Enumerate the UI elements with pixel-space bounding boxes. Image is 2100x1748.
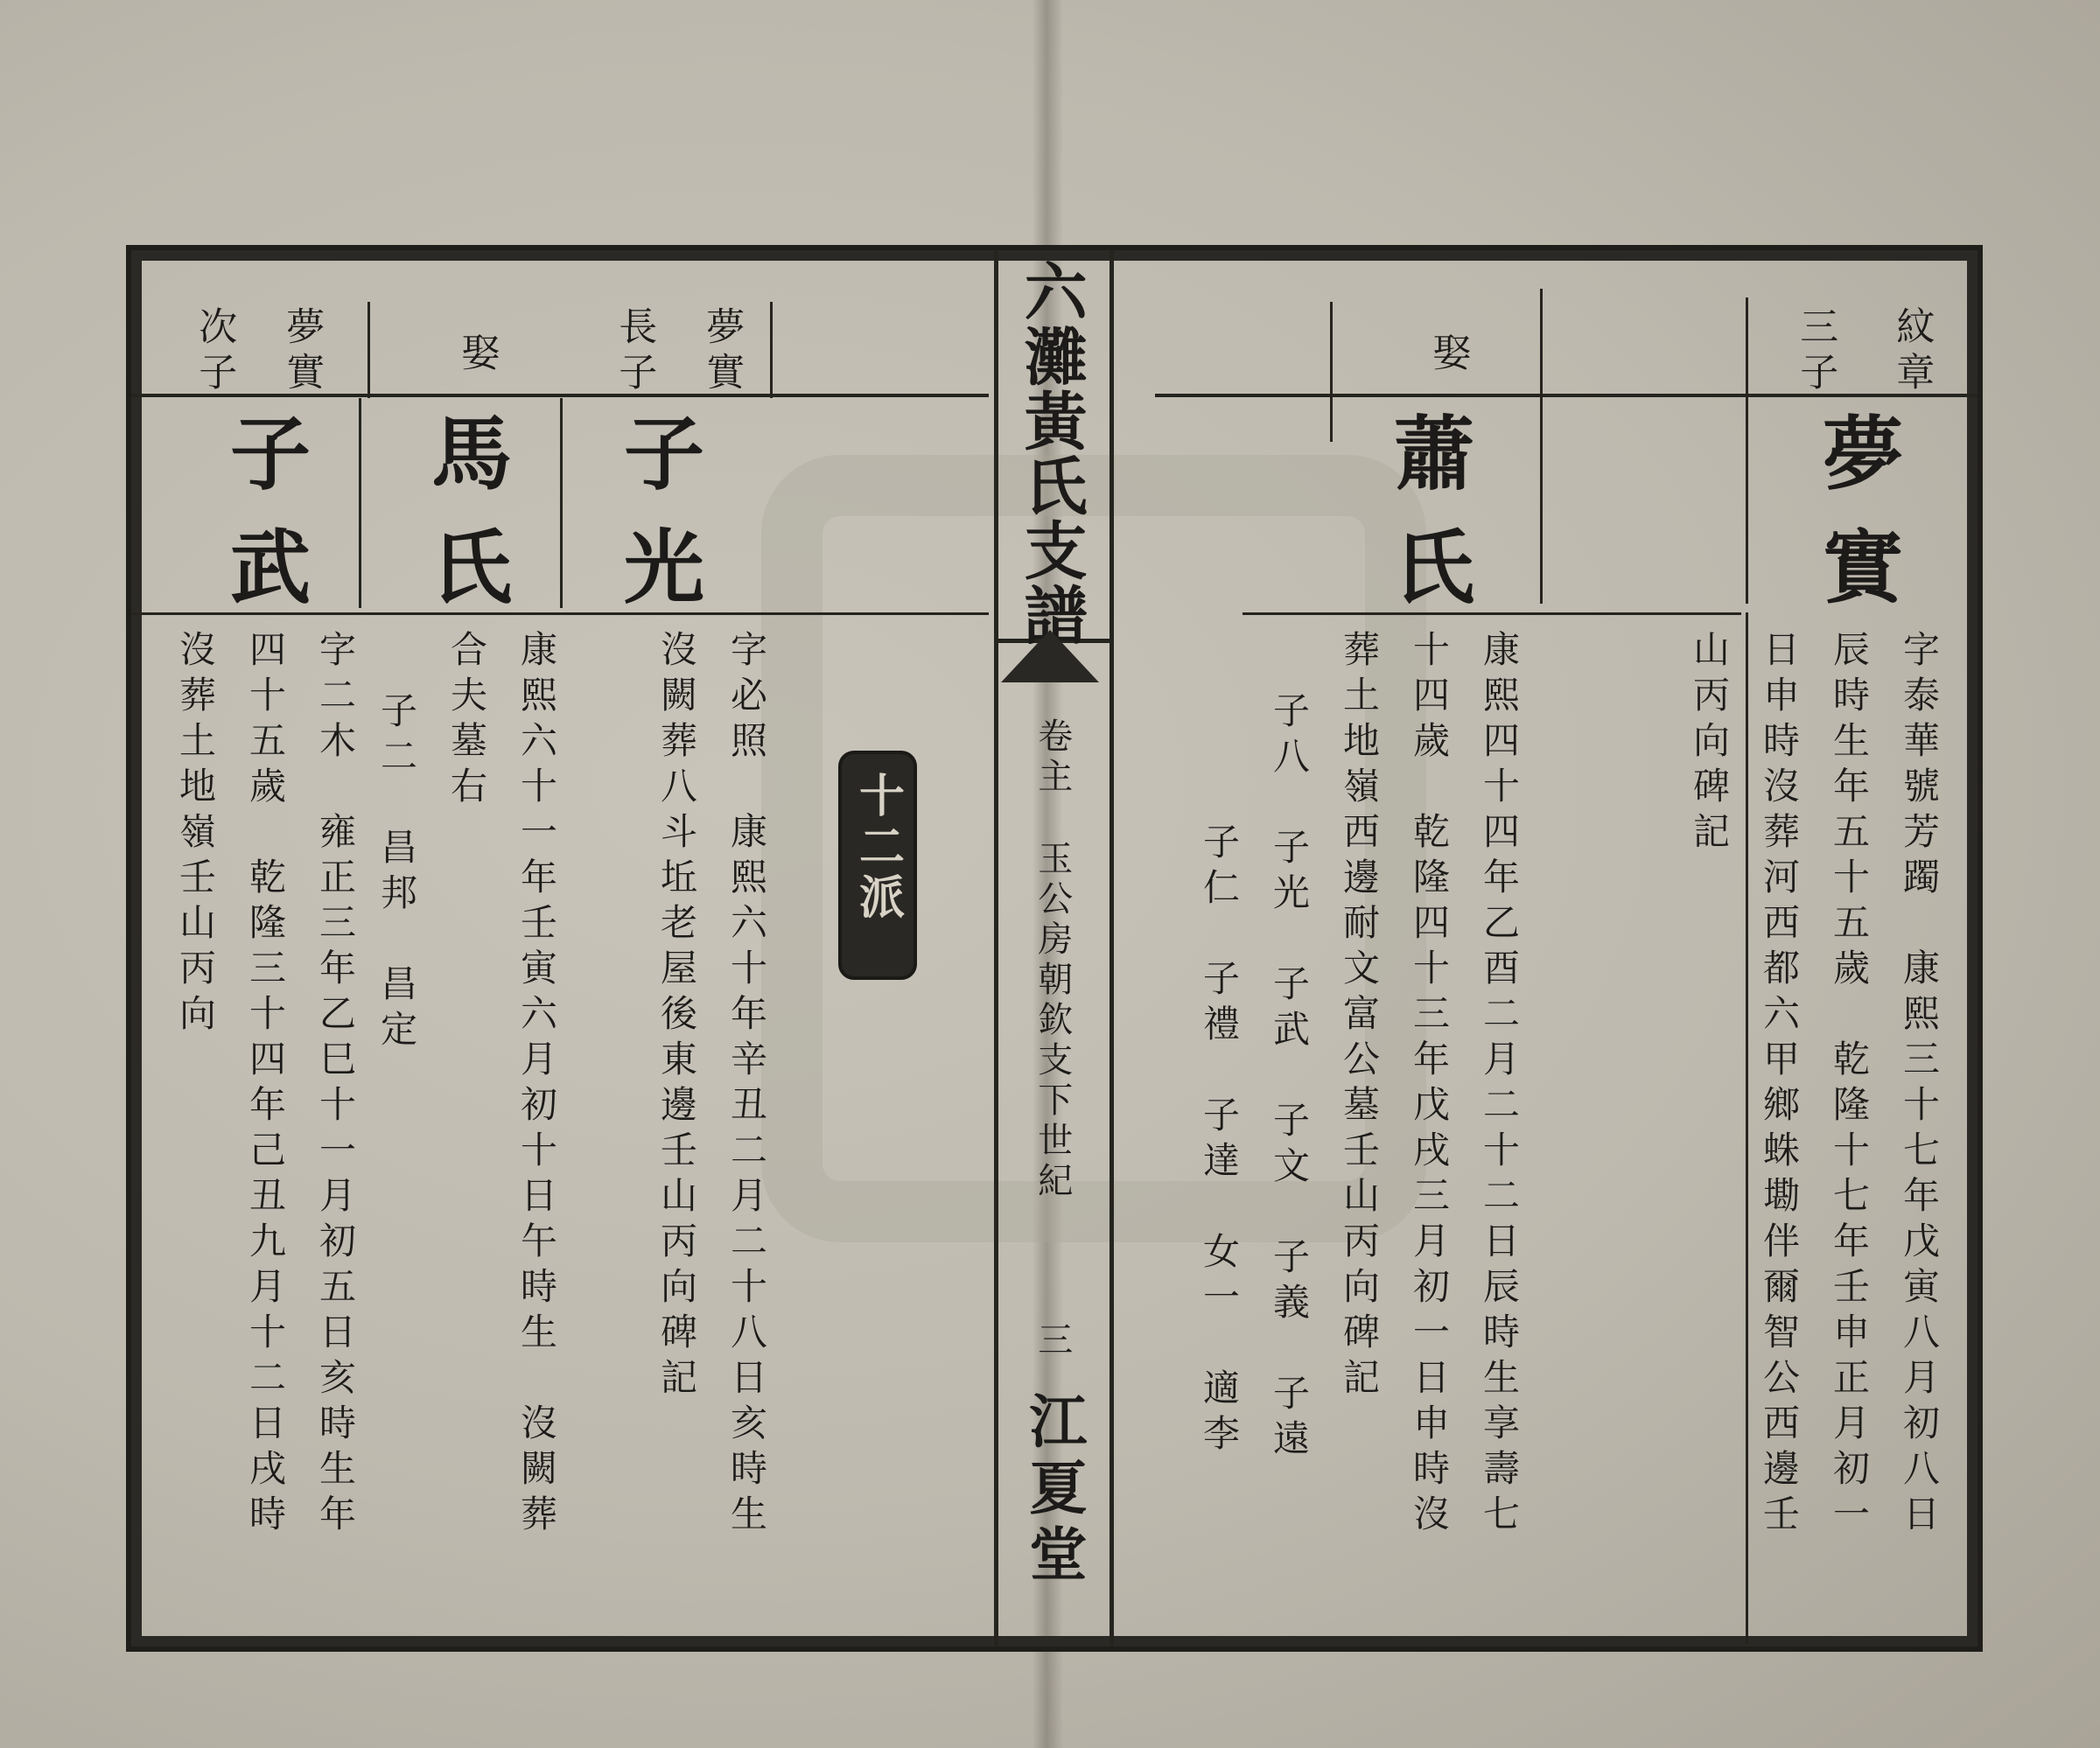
right-bio-rule: [1242, 612, 1741, 615]
generation-badge: [838, 751, 917, 980]
left-p2-order: 次子: [192, 306, 237, 397]
left-spouse-children: 子二 昌邦 昌定: [375, 691, 419, 1055]
right-header-rule: [1155, 394, 1978, 397]
right-branch-rule-1: [1330, 302, 1333, 442]
spine-rule-left: [994, 250, 998, 1647]
right-main-bio-2: 辰時生年五十五歲 乾隆十七年壬申正月初一: [1828, 630, 1872, 1540]
left-spouse-bio-1: 康熙六十一年壬寅六月初十日午時生 沒闕葬: [515, 630, 559, 1540]
left-p2-name: 子武: [217, 411, 312, 639]
left-branch-rule-1: [770, 302, 773, 398]
right-main-name: 夢實: [1810, 411, 1905, 639]
left-p1-name: 子光: [611, 411, 706, 639]
left-column-rule-2: [560, 398, 563, 608]
right-main-bio-4: 山丙向碑記: [1688, 630, 1732, 857]
right-parent-name: 紋章: [1889, 306, 1935, 397]
right-spouse-bio-3: 葬土地嶺西邊耐文富公墓壬山丙向碑記: [1338, 630, 1382, 1403]
right-children-1: 子八 子光 子武 子文 子義 子遠: [1268, 691, 1312, 1465]
right-spouse-bio-2: 十四歲 乾隆四十三年戊戌三月初一日申時沒: [1408, 630, 1452, 1540]
left-p2-parent: 夢實: [279, 306, 325, 397]
right-main-bio-1: 字泰華號芳躅 康熙三十七年戊寅八月初八日: [1898, 630, 1942, 1540]
left-spouse-bio-2: 合夫墓右: [445, 630, 489, 812]
book-title: 六灘黃氏支譜: [1013, 259, 1088, 647]
branch-label: 玉公房朝欽支下世紀: [1032, 840, 1073, 1202]
left-p2-bio-3: 沒葬土地嶺壬山丙向: [174, 630, 218, 1039]
hall-name: 江夏堂: [1018, 1391, 1088, 1591]
right-column-rule: [1746, 612, 1748, 1645]
right-branch-rule-3: [1746, 297, 1748, 604]
left-p1-bio-1: 字必照 康熙六十年辛丑二月二十八日亥時生: [725, 630, 769, 1540]
right-main-bio-3: 日申時沒葬河西都六甲鄉蛛墈伴爾智公西邊壬: [1758, 630, 1802, 1540]
right-birth-order: 三子: [1793, 306, 1838, 397]
right-children-2: 子仁 子禮 子達 女一 適李: [1198, 822, 1242, 1459]
left-p2-bio-2: 四十五歲 乾隆三十四年己丑九月十二日戌時: [244, 630, 288, 1540]
spine-rule-right: [1110, 250, 1114, 1647]
left-header-rule: [131, 394, 989, 397]
left-spouse-name: 馬氏: [418, 411, 514, 639]
left-p1-order: 長子: [612, 306, 657, 397]
generation-label: 十二派: [850, 772, 905, 924]
fish-tail-mark: [1001, 630, 1099, 682]
left-column-rule-1: [359, 398, 361, 608]
right-spouse-name: 蕭氏: [1381, 411, 1476, 639]
right-spouse-label: 娶: [1425, 332, 1471, 378]
left-p2-bio-1: 字二木 雍正三年乙巳十一月初五日亥時生年: [314, 630, 358, 1540]
left-p1-parent: 夢實: [699, 306, 745, 397]
page-number: 三: [1032, 1321, 1073, 1361]
right-spouse-bio-1: 康熙四十四年乙酉二月二十二日辰時生享壽七: [1478, 630, 1522, 1540]
left-spouse-label: 娶: [454, 332, 500, 378]
right-branch-rule-2: [1540, 289, 1543, 604]
left-branch-rule-2: [368, 302, 370, 398]
left-p1-bio-2: 沒闕葬八斗坵老屋後東邊壬山丙向碑記: [655, 630, 699, 1403]
volume-label: 卷主: [1032, 717, 1073, 798]
